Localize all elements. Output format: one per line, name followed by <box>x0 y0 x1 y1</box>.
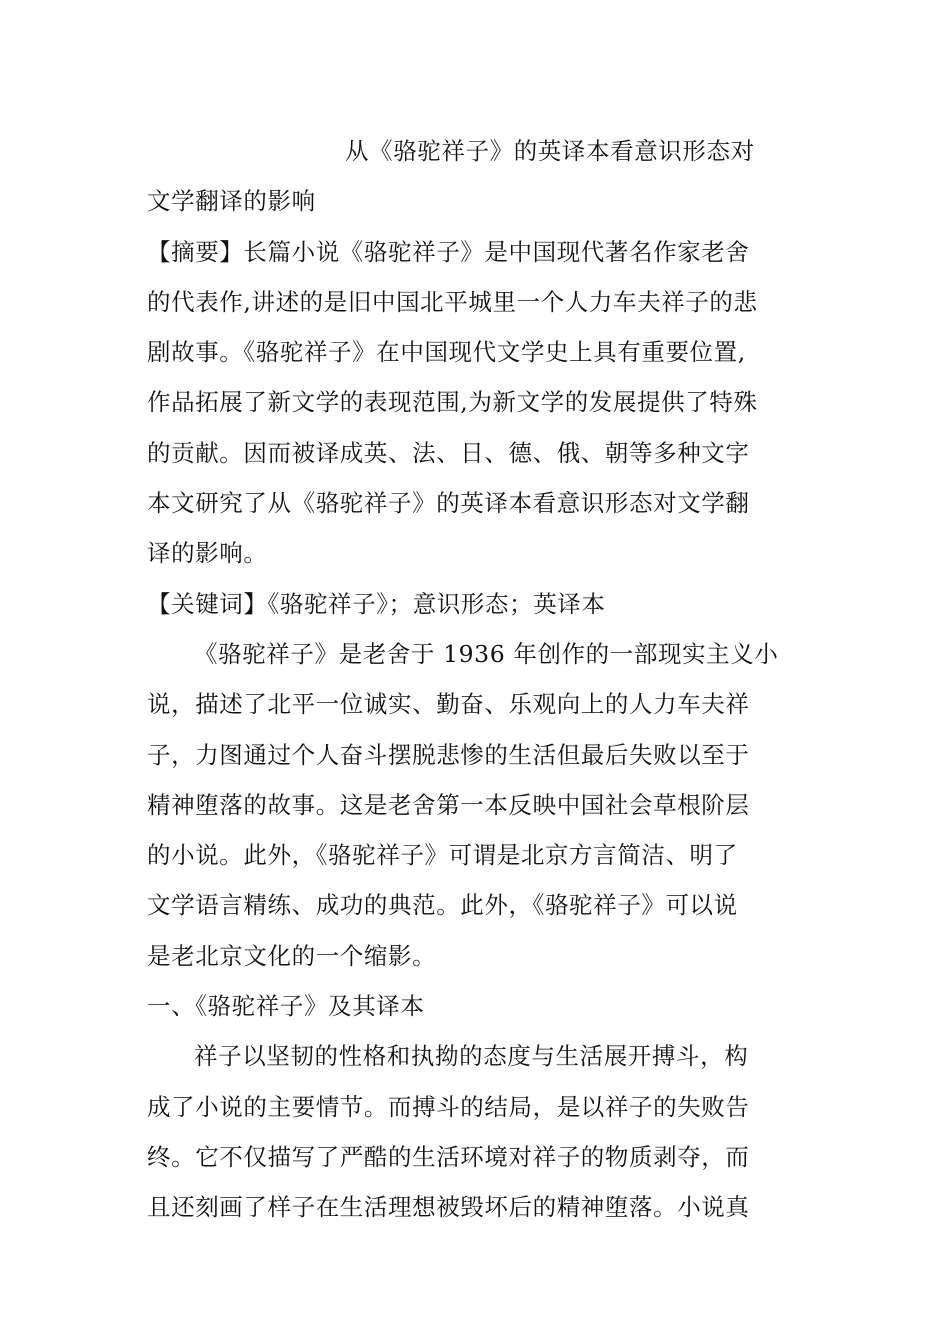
section-line-2: 成了小说的主要情节。而搏斗的结局，是以祥子的失败告 <box>147 1092 750 1121</box>
section-heading: 一、《骆驼祥子》及其译本 <box>147 992 425 1021</box>
title-line-1: 从《骆驼祥子》的英译本看意识形态对 <box>345 137 755 165</box>
abstract-line-5: 的贡献。因而被译成英、法、日、德、俄、朝等多种文字 <box>147 438 750 467</box>
intro-line-5: 的小说。此外，《骆驼祥子》可谓是北京方言简洁、明了 <box>147 841 738 870</box>
abstract-line-4: 作品拓展了新文学的表现范围,为新文学的发展提供了特殊 <box>147 388 758 417</box>
section-line-1: 祥子以坚韧的性格和执拗的态度与生活展开搏斗，构 <box>194 1042 749 1071</box>
abstract-line-3: 剧故事。《骆驼祥子》在中国现代文学史上具有重要位置, <box>147 338 746 367</box>
abstract-line-7: 译的影响。 <box>147 539 268 568</box>
document-body <box>147 126 807 1233</box>
intro-line-6: 文学语言精练、成功的典范。此外，《骆驼祥子》可以说 <box>147 891 738 920</box>
intro-line-4: 精神堕落的故事。这是老舍第一本反映中国社会草根阶层 <box>147 790 750 819</box>
abstract-line-2: 的代表作,讲述的是旧中国北平城里一个人力车夫祥子的悲 <box>147 287 758 316</box>
intro-line-1: 《骆驼祥子》是老舍于 1936 年创作的一部现实主义小 <box>194 639 779 668</box>
section-line-3: 终。它不仅描写了严酷的生活环境对祥子的物质剥夺，而 <box>147 1142 750 1171</box>
title-line-2: 文学翻译的影响 <box>147 187 316 216</box>
abstract-line-6: 本文研究了从《骆驼祥子》的英译本看意识形态对文学翻 <box>147 489 750 518</box>
keywords-line: 【关键词】《骆驼祥子》；意识形态；英译本 <box>147 589 606 618</box>
intro-line-3: 子，力图通过个人奋斗摆脱悲惨的生活但最后失败以至于 <box>147 740 750 769</box>
intro-line-2: 说，描述了北平一位诚实、勤奋、乐观向上的人力车夫祥 <box>147 690 750 719</box>
section-line-4: 且还刻画了样子在生活理想被毁坏后的精神堕落。小说真 <box>147 1193 750 1222</box>
abstract-line-1: 【摘要】长篇小说《骆驼祥子》是中国现代著名作家老舍 <box>147 237 750 266</box>
intro-line-7: 是老北京文化的一个缩影。 <box>147 941 437 970</box>
